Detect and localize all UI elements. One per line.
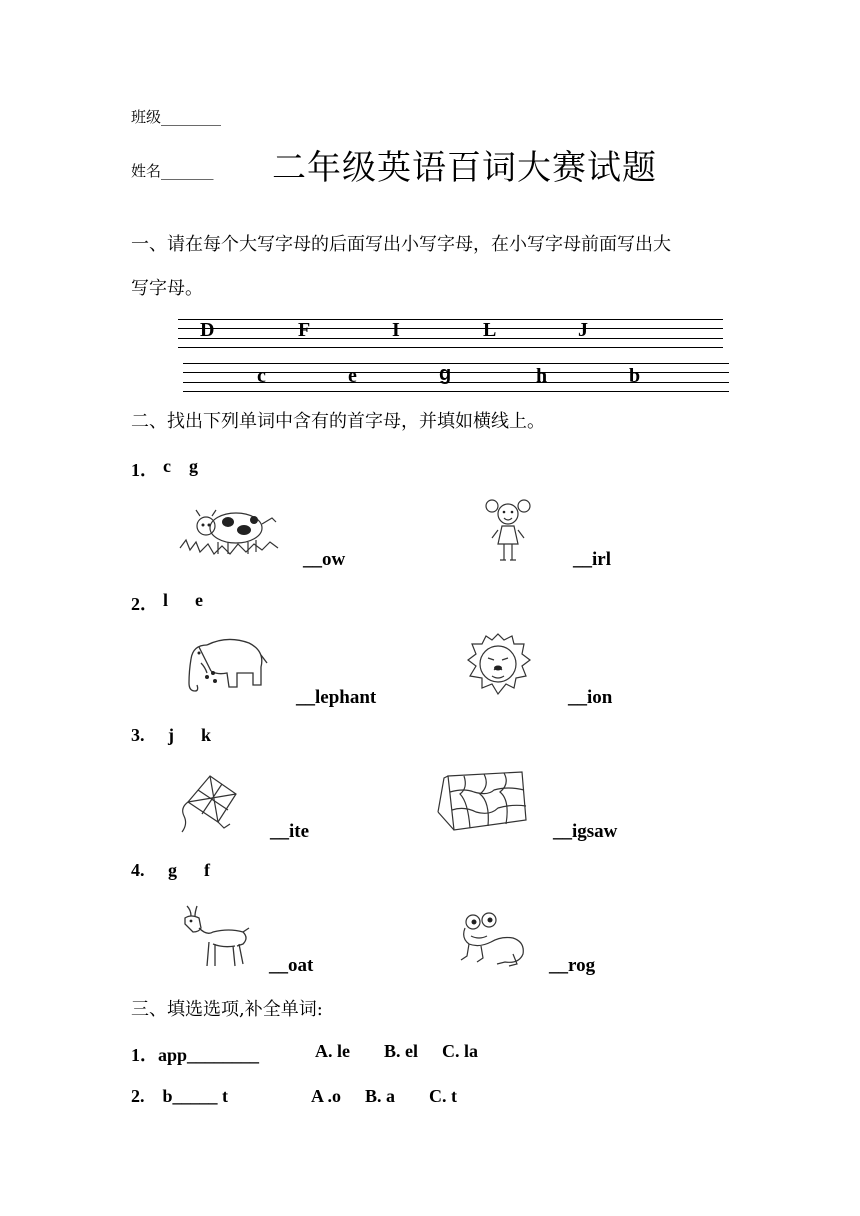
girl-icon: [478, 496, 538, 566]
word-lion: __ion: [568, 687, 613, 708]
question2-option-c: C. t: [429, 1086, 457, 1106]
question2-option-a: A .o: [311, 1086, 342, 1106]
section2-heading: 二、找出下列单词中含有的首字母，并填如横线上。: [131, 411, 545, 432]
group1-letters: c g: [163, 456, 198, 476]
elephant-icon: [177, 633, 269, 695]
uppercase-letter-l: L: [483, 319, 497, 341]
lowercase-letter-b: b: [629, 365, 641, 387]
question2-option-b: B. a: [365, 1086, 396, 1106]
lowercase-letter-e: e: [348, 365, 357, 387]
group3-number: 3.: [131, 725, 145, 745]
lowercase-letter-c: c: [257, 365, 266, 387]
section1-heading-line1: 一、请在每个大写字母的后面写出小写字母，在小写字母前面写出大: [131, 234, 671, 255]
cow-icon: [178, 500, 280, 558]
word-cow: __ow: [303, 549, 346, 570]
question2-stem: 2. b_____ t: [131, 1086, 229, 1106]
class-field: 班级________: [131, 108, 222, 126]
question1-option-c: C. la: [442, 1041, 478, 1061]
section1-heading-line2: 写字母。: [131, 278, 203, 299]
jigsaw-icon: [434, 768, 530, 836]
question1-option-b: B. el: [384, 1041, 418, 1061]
lowercase-letter-h: h: [536, 365, 548, 387]
lion-icon: [464, 630, 532, 700]
group1-number: 1．: [131, 460, 158, 480]
word-jigsaw: __igsaw: [553, 821, 618, 842]
uppercase-letter-f: F: [298, 319, 311, 341]
goat-icon: [177, 902, 251, 968]
name-field: 姓名_______: [131, 162, 214, 180]
uppercase-letter-d: D: [200, 319, 215, 341]
lowercase-letter-g: g: [439, 363, 452, 385]
word-goat: __oat: [269, 955, 314, 976]
uppercase-writing-lines: [178, 319, 723, 349]
group4-letters: g f: [168, 860, 210, 880]
frog-icon: [457, 908, 529, 968]
word-elephant: __lephant: [296, 687, 377, 708]
group3-letters: j k: [168, 725, 212, 745]
section3-heading: 三、填选选项,补全单词:: [131, 999, 323, 1020]
question1-option-a: A. le: [315, 1041, 350, 1061]
page-title: 二年级英语百词大赛试题: [272, 148, 657, 188]
group4-number: 4.: [131, 860, 145, 880]
group2-letters: l e: [163, 590, 203, 610]
word-girl: __irl: [573, 549, 611, 570]
word-kite: __ite: [270, 821, 310, 842]
uppercase-letter-i: I: [392, 319, 400, 341]
kite-icon: [170, 772, 242, 834]
word-frog: __rog: [549, 955, 596, 976]
group2-number: 2．: [131, 594, 158, 614]
uppercase-letter-j: J: [578, 319, 588, 341]
question1-stem: 1．app________: [131, 1045, 260, 1065]
